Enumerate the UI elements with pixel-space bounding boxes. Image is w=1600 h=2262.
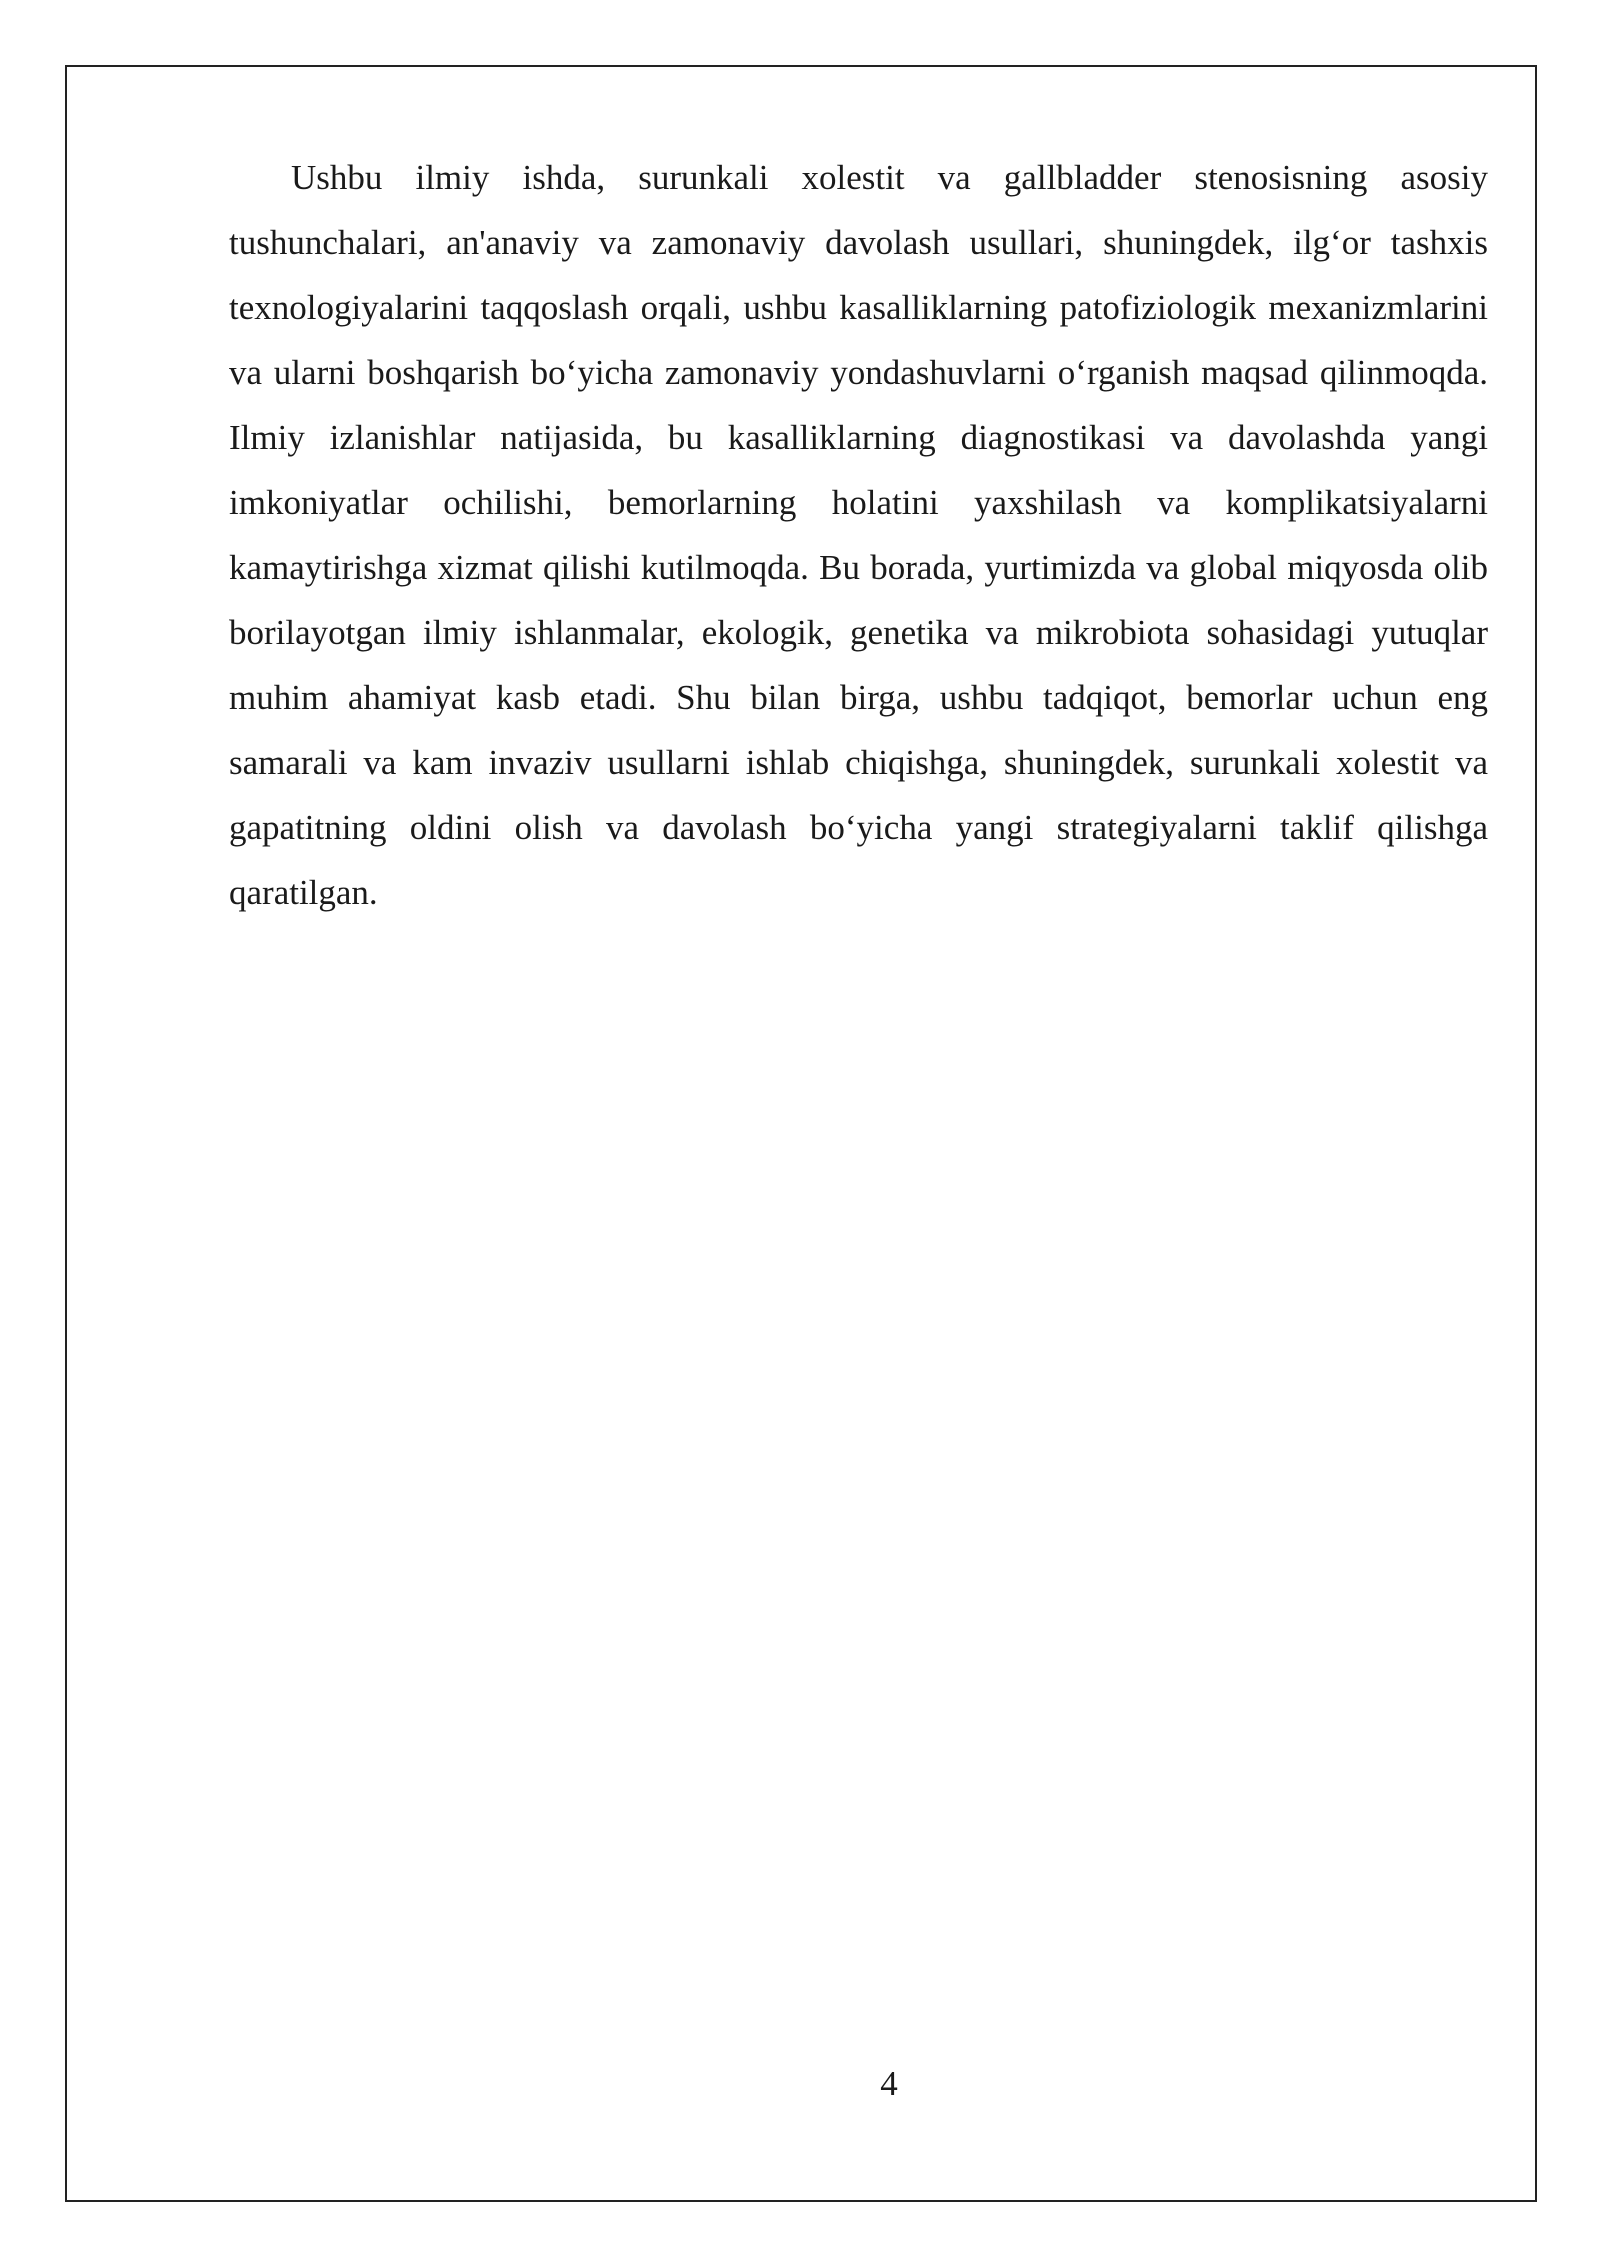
page-number: 4 xyxy=(880,2064,898,2103)
body-paragraph: Ushbu ilmiy ishda, surunkali xolestit va gallbladder stenosisning asosiy tushunchalari, an'anaviy va zamonaviy davolash usullari, shuningdek, ilg‘or tashxis texnologiyalarini taqqoslash orqali, ushbu kasalliklarning patofiziologik mexanizmlarini va ularni boshqarish bo‘yicha zamonaviy yondashuvlarni o‘rganish maqsad qilinmoqda. Ilmiy izlanishlar natijasida, bu kasalliklarning diagnostikasi va davolashda yangi imkoniyatlar ochilishi, bemorlarning holatini yaxshilash va komplikatsiyalarni kamaytirishga xizmat qilishi kutilmoqda. Bu borada, yurtimizda va global miqyosda olib borilayotgan ilmiy ishlanmalar, ekologik, genetika va mikrobiota sohasidagi yutuqlar muhim ahamiyat kasb etadi. Shu bilan birga, ushbu tadqiqot, bemorlar uchun eng samarali va kam invaziv usullarni ishlab chiqishga, shuningdek, surunkali xolestit va gapatitning oldini olish va davolash bo‘yicha yangi strategiyalarni taklif qilishga qaratilgan. xyxy=(229,158,1488,912)
